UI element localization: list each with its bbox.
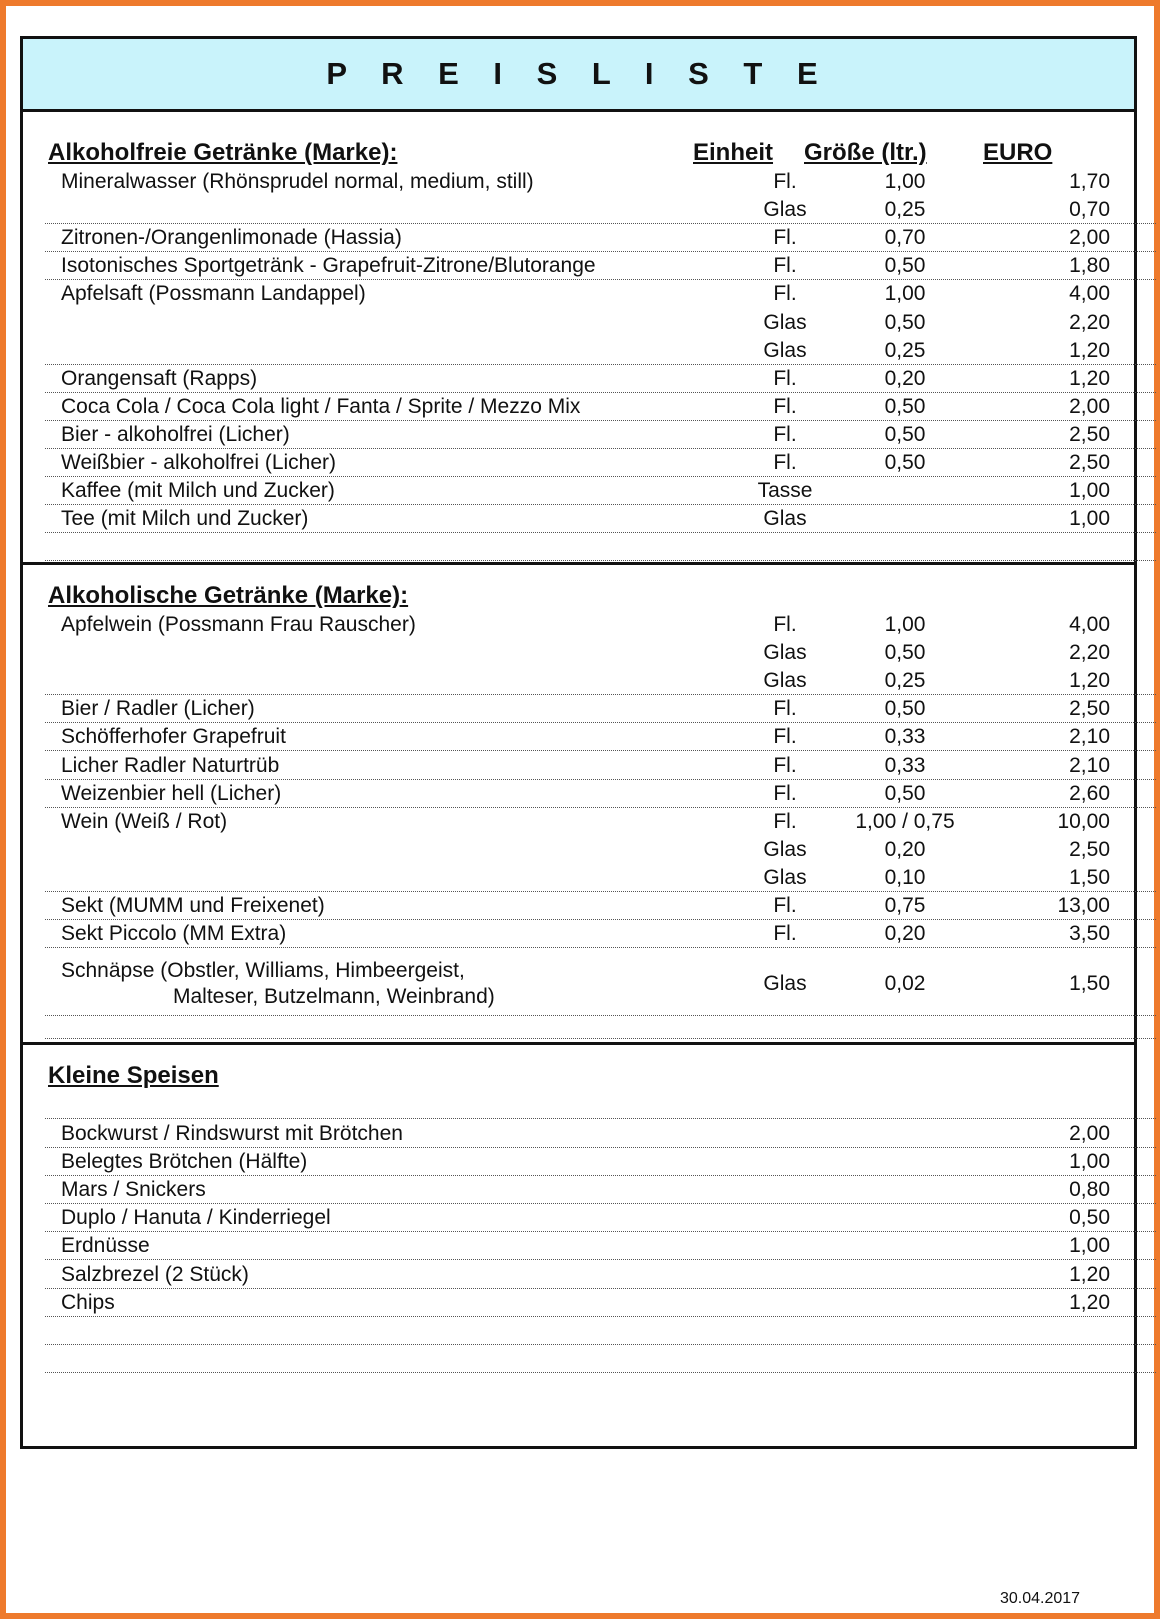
item-name: Bier - alkoholfrei (Licher) bbox=[61, 422, 290, 446]
item-name: Apfelwein (Possmann Frau Rauscher) bbox=[61, 613, 416, 636]
item-price: 4,00 bbox=[1069, 282, 1110, 306]
item-name: Kaffee (mit Milch und Zucker) bbox=[61, 479, 335, 503]
item-size: 0,33 bbox=[884, 725, 926, 749]
item-unit: Tasse bbox=[757, 479, 813, 503]
section-heading-nonalcoholic: Alkoholfreie Getränke (Marke): bbox=[48, 139, 398, 166]
item-price: 2,10 bbox=[1069, 753, 1110, 777]
table-row bbox=[45, 195, 1156, 224]
item-name: Zitronen-/Orangenlimonade (Hassia) bbox=[61, 226, 402, 250]
item-size: 0,20 bbox=[884, 922, 926, 946]
item-size: 0,33 bbox=[884, 753, 926, 777]
item-price: 1,00 bbox=[1069, 507, 1110, 531]
item-size: 0,20 bbox=[884, 837, 926, 861]
item-unit: Fl. bbox=[773, 226, 797, 250]
table-row bbox=[45, 1203, 1156, 1232]
item-name: Sekt Piccolo (MM Extra) bbox=[61, 922, 287, 946]
item-price: 3,50 bbox=[1069, 922, 1110, 946]
table-row bbox=[45, 779, 1156, 808]
table-row bbox=[45, 279, 1156, 308]
item-unit: Fl. bbox=[773, 394, 797, 418]
empty-row bbox=[45, 1344, 1156, 1373]
item-unit: Fl. bbox=[773, 753, 797, 777]
item-unit: Fl. bbox=[773, 366, 797, 390]
empty-row bbox=[45, 1010, 1156, 1039]
table-row bbox=[45, 420, 1156, 449]
section-heading-snacks: Kleine Speisen bbox=[48, 1062, 219, 1089]
item-size: 0,10 bbox=[884, 865, 926, 889]
table-row bbox=[45, 1147, 1156, 1176]
item-price: 2,00 bbox=[1069, 226, 1110, 250]
item-price: 2,00 bbox=[1069, 394, 1110, 418]
item-name: Isotonisches Sportgetränk - Grapefruit-Zitrone/Blutorange bbox=[61, 254, 596, 278]
item-name: Wein (Weiß / Rot) bbox=[61, 809, 228, 833]
item-unit: Fl. bbox=[773, 725, 797, 749]
table-row bbox=[45, 919, 1156, 948]
table-row bbox=[45, 638, 1156, 667]
item-name: Belegtes Brötchen (Hälfte) bbox=[61, 1150, 308, 1174]
item-price: 1,70 bbox=[1069, 170, 1110, 193]
table-row bbox=[45, 364, 1156, 393]
item-unit: Fl. bbox=[773, 170, 797, 193]
item-price: 2,60 bbox=[1069, 781, 1110, 805]
item-price: 1,20 bbox=[1069, 1290, 1110, 1314]
item-unit: Glas bbox=[763, 641, 807, 665]
item-unit: Glas bbox=[763, 507, 807, 531]
item-unit: Fl. bbox=[773, 894, 797, 917]
item-name: Bockwurst / Rindswurst mit Brötchen bbox=[61, 1122, 403, 1145]
table-row bbox=[45, 694, 1156, 723]
item-name: Tee (mit Milch und Zucker) bbox=[61, 507, 309, 531]
title-band bbox=[23, 39, 1134, 112]
item-price: 1,20 bbox=[1069, 669, 1110, 693]
item-size: 0,25 bbox=[884, 198, 926, 222]
item-name: Coca Cola / Coca Cola light / Fanta / Sprite / Mezzo Mix bbox=[61, 394, 581, 418]
table-row bbox=[45, 666, 1156, 695]
item-name: Mineralwasser (Rhönsprudel normal, medium, still) bbox=[61, 170, 534, 193]
item-name: Weizenbier hell (Licher) bbox=[61, 781, 282, 805]
table-row bbox=[45, 807, 1156, 836]
item-price: 1,20 bbox=[1069, 366, 1110, 390]
table-row bbox=[45, 476, 1156, 505]
table-row bbox=[45, 167, 1156, 196]
item-price: 1,00 bbox=[1069, 1234, 1110, 1258]
item-unit: Fl. bbox=[773, 422, 797, 446]
item-name: Orangensaft (Rapps) bbox=[61, 366, 258, 390]
item-name: Schöfferhofer Grapefruit bbox=[61, 725, 286, 749]
item-price: 1,00 bbox=[1069, 479, 1110, 503]
page-title: P R E I S L I S T E bbox=[326, 56, 831, 91]
item-size: 0,20 bbox=[884, 366, 926, 390]
table-row bbox=[45, 891, 1156, 920]
item-size: 0,50 bbox=[884, 781, 926, 805]
item-size: 1,00 bbox=[884, 282, 926, 306]
item-unit: Glas bbox=[763, 972, 807, 995]
item-price: 2,50 bbox=[1069, 697, 1110, 721]
item-unit: Fl. bbox=[773, 809, 797, 833]
item-price: 2,20 bbox=[1069, 641, 1110, 665]
item-name: Licher Radler Naturtrüb bbox=[61, 753, 280, 777]
empty-row bbox=[45, 532, 1156, 561]
item-unit: Fl. bbox=[773, 613, 797, 636]
item-unit: Glas bbox=[763, 198, 807, 222]
table-row bbox=[45, 1119, 1156, 1148]
column-header-size: Größe (ltr.) bbox=[804, 139, 927, 166]
item-unit: Fl. bbox=[773, 697, 797, 721]
item-unit: Glas bbox=[763, 669, 807, 693]
item-unit: Fl. bbox=[773, 254, 797, 278]
item-size: 0,25 bbox=[884, 338, 926, 362]
table-row bbox=[45, 336, 1156, 365]
item-size: 0,70 bbox=[884, 226, 926, 250]
item-size: 0,25 bbox=[884, 669, 926, 693]
item-name: Apfelsaft (Possmann Landappel) bbox=[61, 282, 366, 306]
item-unit: Fl. bbox=[773, 451, 797, 474]
item-price: 1,20 bbox=[1069, 338, 1110, 362]
item-price: 2,10 bbox=[1069, 725, 1110, 749]
item-size: 0,50 bbox=[884, 254, 926, 278]
item-name: Bier / Radler (Licher) bbox=[61, 697, 255, 721]
section-divider bbox=[23, 562, 1134, 565]
item-unit: Glas bbox=[763, 338, 807, 362]
item-name: Schnäpse (Obstler, Williams, Himbeergeist, Malteser, Butzelmann, Weinbrand) bbox=[61, 959, 495, 1008]
section-divider bbox=[23, 1042, 1134, 1045]
table-row bbox=[45, 308, 1156, 337]
table-row bbox=[45, 722, 1156, 751]
item-size: 1,00 bbox=[884, 613, 926, 636]
item-price: 1,80 bbox=[1069, 254, 1110, 278]
item-price: 2,50 bbox=[1069, 451, 1110, 474]
table-row bbox=[45, 504, 1156, 533]
item-size: 0,50 bbox=[884, 697, 926, 721]
item-unit: Fl. bbox=[773, 922, 797, 946]
item-price: 1,20 bbox=[1069, 1262, 1110, 1286]
item-unit: Glas bbox=[763, 837, 807, 861]
item-size: 0,50 bbox=[884, 422, 926, 446]
item-price: 1,50 bbox=[1069, 865, 1110, 889]
column-header-price: EURO bbox=[983, 139, 1053, 166]
item-price: 2,20 bbox=[1069, 310, 1110, 334]
item-name: Weißbier - alkoholfrei (Licher) bbox=[61, 451, 337, 474]
table-row bbox=[45, 392, 1156, 421]
table-row bbox=[45, 1288, 1156, 1317]
item-size: 1,00 bbox=[884, 170, 926, 193]
item-price: 13,00 bbox=[1057, 894, 1110, 917]
item-name: Sekt (MUMM und Freixenet) bbox=[61, 894, 325, 917]
empty-row bbox=[45, 1090, 1156, 1119]
item-size: 0,50 bbox=[884, 394, 926, 418]
column-header-unit: Einheit bbox=[693, 139, 774, 166]
table-row bbox=[45, 610, 1156, 639]
item-price: 1,00 bbox=[1069, 1150, 1110, 1174]
item-name: Erdnüsse bbox=[61, 1234, 150, 1258]
item-price: 2,00 bbox=[1069, 1122, 1110, 1145]
price-list-sheet bbox=[20, 36, 1137, 1449]
item-unit: Glas bbox=[763, 310, 807, 334]
item-size: 1,00 / 0,75 bbox=[855, 809, 955, 833]
item-size: 0,50 bbox=[884, 641, 926, 665]
item-price: 4,00 bbox=[1069, 613, 1110, 636]
table-row bbox=[45, 863, 1156, 892]
item-price: 0,50 bbox=[1069, 1206, 1110, 1230]
item-name: Chips bbox=[61, 1290, 115, 1314]
section-heading-alcoholic: Alkoholische Getränke (Marke): bbox=[48, 582, 409, 609]
list-date: 30.04.2017 bbox=[1000, 1590, 1081, 1607]
item-price: 0,70 bbox=[1069, 198, 1110, 222]
item-size: 0,75 bbox=[884, 894, 926, 917]
table-row bbox=[45, 1231, 1156, 1260]
table-row bbox=[45, 223, 1156, 252]
item-price: 0,80 bbox=[1069, 1178, 1110, 1202]
item-unit: Glas bbox=[763, 865, 807, 889]
item-name: Mars / Snickers bbox=[61, 1178, 206, 1202]
table-row-schnaps bbox=[45, 954, 1156, 1016]
table-row bbox=[45, 448, 1156, 477]
item-price: 10,00 bbox=[1057, 809, 1110, 833]
item-unit: Fl. bbox=[773, 781, 797, 805]
item-price: 2,50 bbox=[1069, 422, 1110, 446]
table-row bbox=[45, 751, 1156, 780]
table-row bbox=[45, 1260, 1156, 1289]
item-price: 2,50 bbox=[1069, 837, 1110, 861]
item-name: Duplo / Hanuta / Kinderriegel bbox=[61, 1206, 331, 1230]
table-row bbox=[45, 251, 1156, 280]
item-size: 0,50 bbox=[884, 451, 926, 474]
item-name: Salzbrezel (2 Stück) bbox=[61, 1262, 249, 1286]
item-size: 0,02 bbox=[884, 972, 926, 995]
item-size: 0,50 bbox=[884, 310, 926, 334]
table-row bbox=[45, 835, 1156, 864]
item-price: 1,50 bbox=[1069, 972, 1110, 995]
empty-row bbox=[45, 1316, 1156, 1345]
item-unit: Fl. bbox=[773, 282, 797, 306]
table-row bbox=[45, 1175, 1156, 1204]
